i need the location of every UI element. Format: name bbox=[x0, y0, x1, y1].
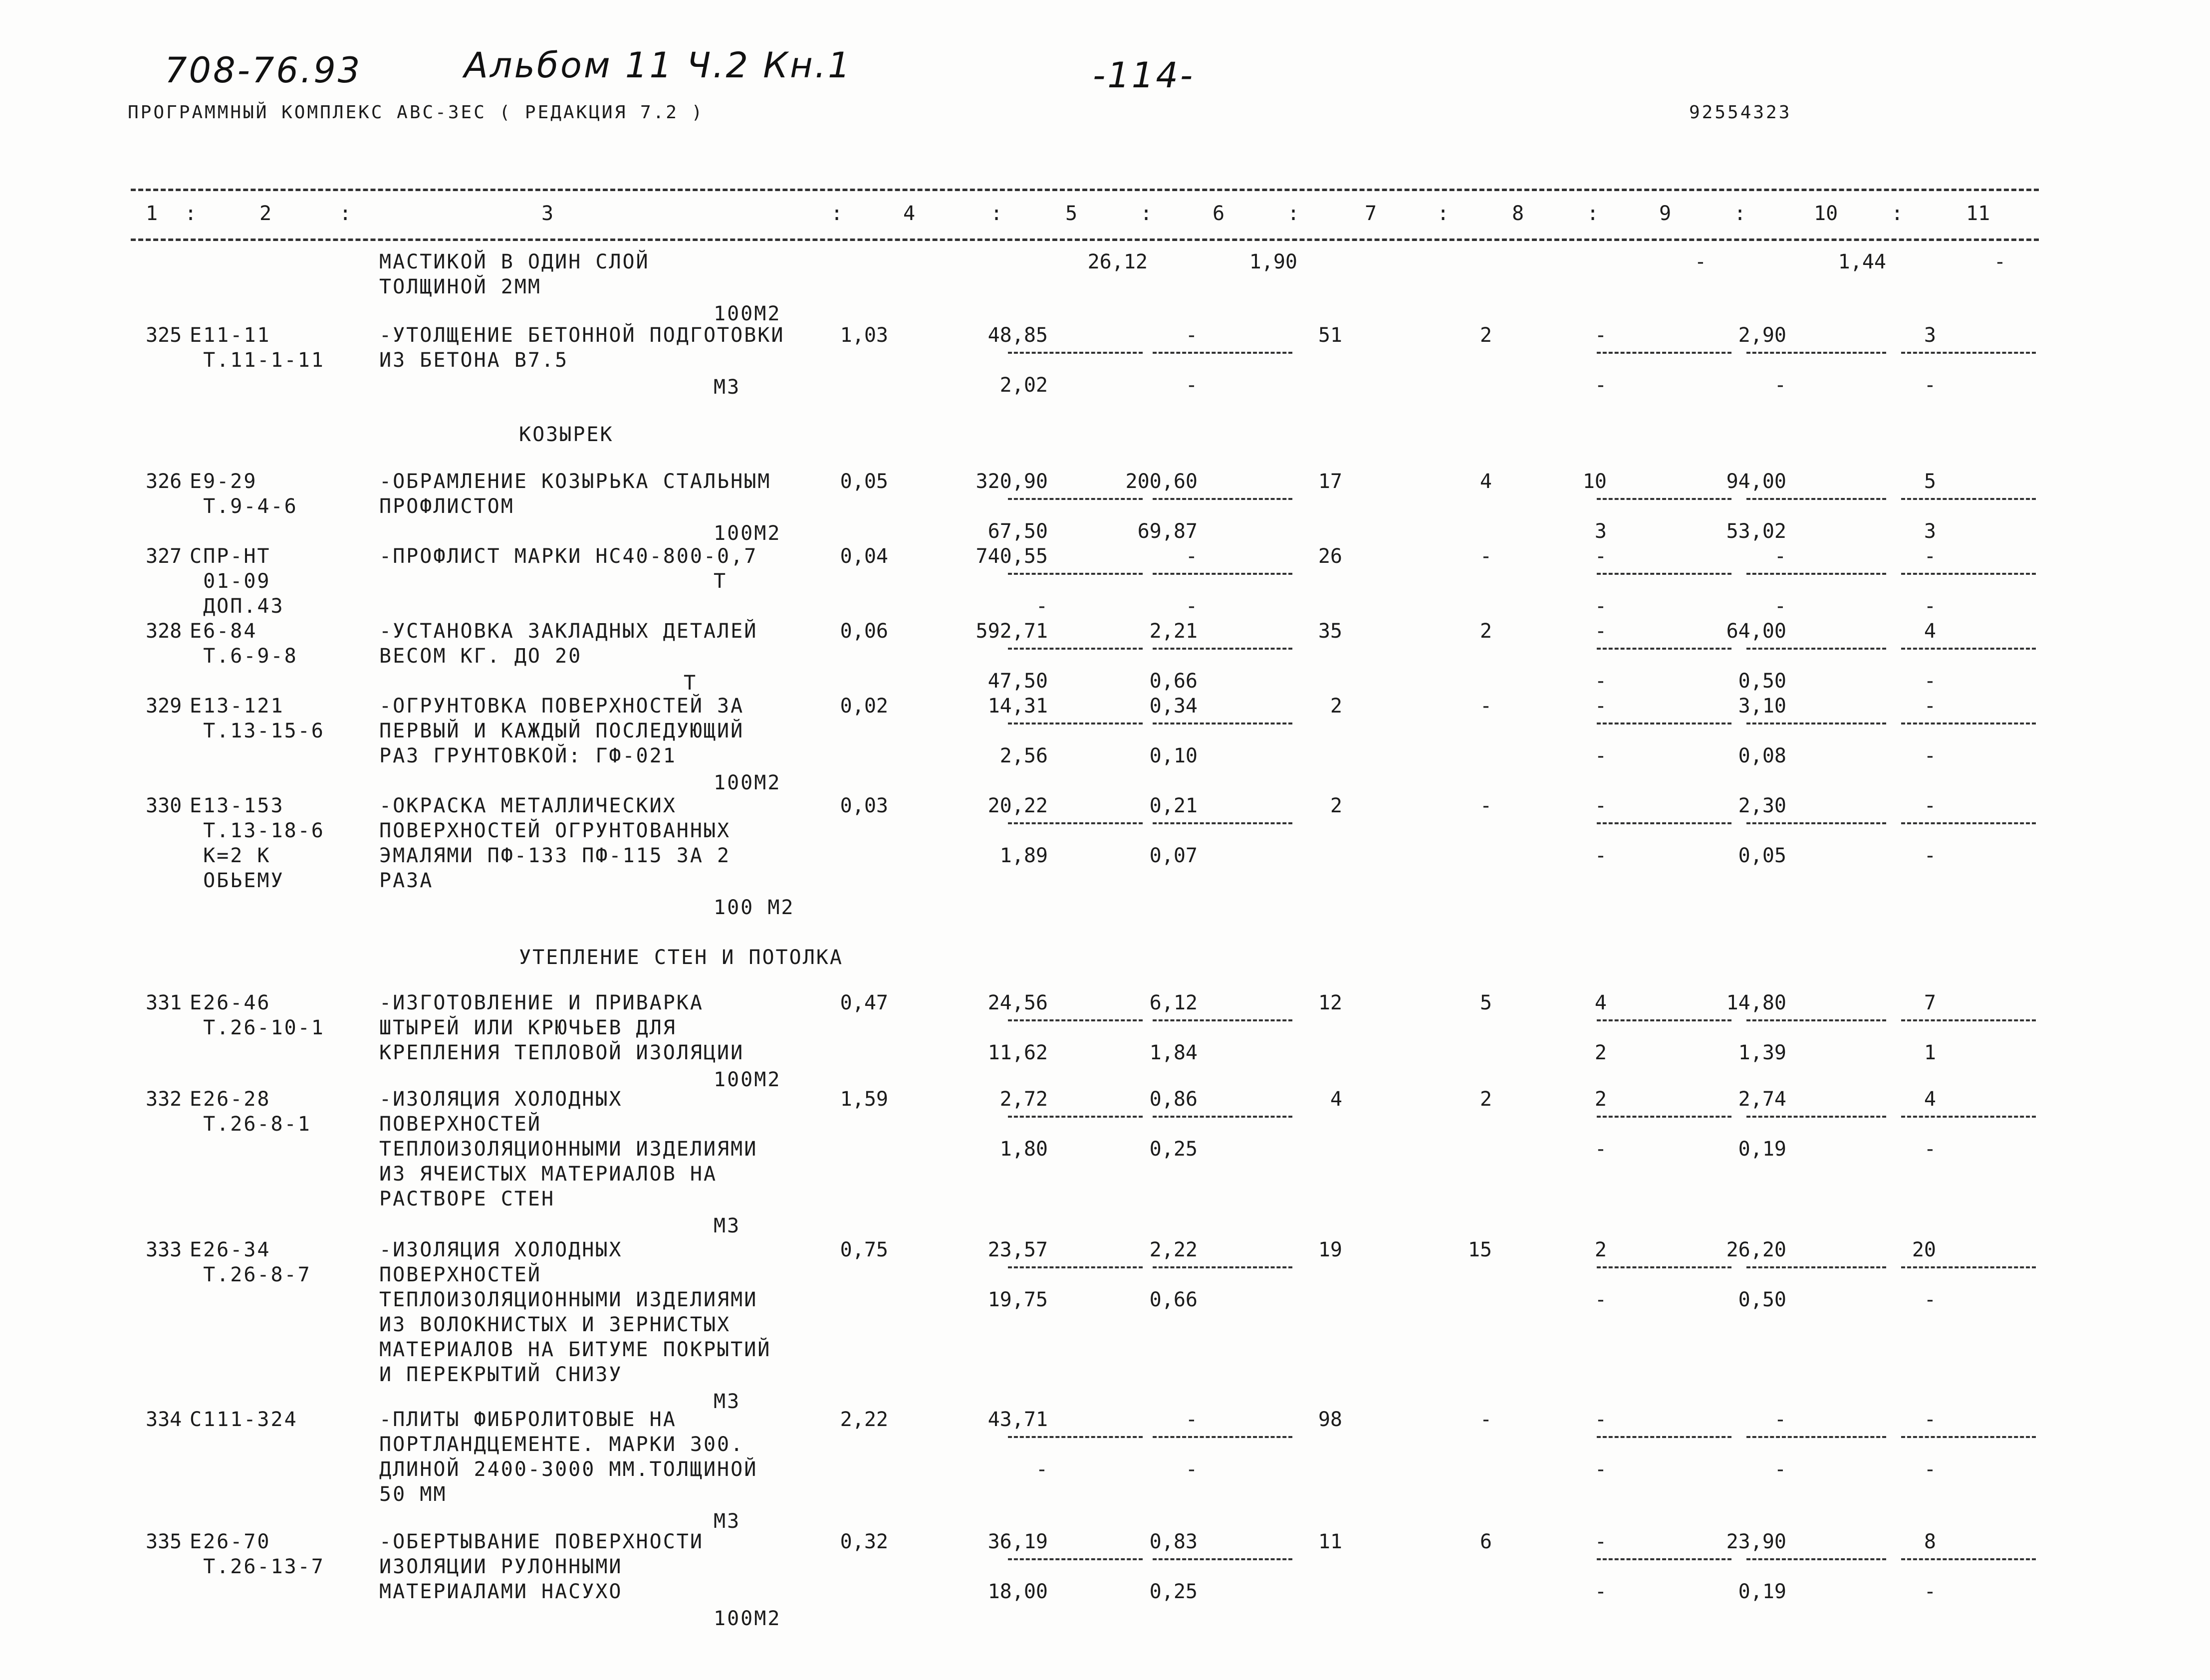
cell-c4: 2,22 bbox=[840, 1408, 888, 1431]
cell-c7: 26 bbox=[1318, 545, 1342, 568]
cell-c10b: - bbox=[1774, 595, 1786, 618]
cell-c6a: 6,12 bbox=[1149, 991, 1198, 1014]
cell-c4: 0,47 bbox=[840, 991, 888, 1014]
cell-c6a: - bbox=[1185, 324, 1198, 347]
value-divider bbox=[1901, 573, 2036, 575]
column-separator: : bbox=[339, 202, 352, 225]
cell-c10a: 94,00 bbox=[1726, 470, 1786, 493]
cell-c11a: - bbox=[1924, 794, 1936, 817]
cell-c5a: 14,31 bbox=[987, 695, 1048, 718]
cell-c5a: 43,71 bbox=[987, 1408, 1048, 1431]
row-number: 332 bbox=[146, 1088, 182, 1111]
section-heading-kozyrek: КОЗЫРЕК bbox=[519, 423, 614, 446]
row-number: 328 bbox=[146, 620, 182, 643]
row-description: -УСТАНОВКА ЗАКЛАДНЫХ ДЕТАЛЕЙ ВЕСОМ КГ. ДО 20 bbox=[379, 620, 758, 668]
cell-c6a: 2,22 bbox=[1149, 1238, 1198, 1261]
row-number: 330 bbox=[146, 794, 182, 817]
value-divider bbox=[1153, 1436, 1292, 1438]
cell-c10b: 0,19 bbox=[1738, 1138, 1786, 1161]
row-code: Е26-46 Т.26-10-1 bbox=[190, 991, 325, 1039]
value-divider bbox=[1901, 352, 2036, 354]
cell-c8: 4 bbox=[1479, 470, 1492, 493]
cell-c11a: 8 bbox=[1924, 1530, 1936, 1553]
cell-c8: 15 bbox=[1468, 1238, 1492, 1261]
cell-c4: 1,03 bbox=[840, 324, 888, 347]
column-separator: : bbox=[1437, 202, 1450, 225]
cell-c6b: 0,07 bbox=[1149, 844, 1198, 867]
value-divider bbox=[1597, 1266, 1731, 1268]
value-divider bbox=[1153, 722, 1292, 724]
handwritten-page-number: -114- bbox=[1093, 55, 1195, 96]
value-divider bbox=[1746, 648, 1886, 650]
value-divider bbox=[1153, 822, 1292, 824]
cell-c9a: - bbox=[1594, 324, 1607, 347]
row-code: Е26-34 Т.26-8-7 bbox=[190, 1238, 311, 1286]
continued-row-unit: 100М2 bbox=[714, 302, 781, 325]
value-divider bbox=[1153, 1266, 1292, 1268]
value-divider bbox=[1746, 822, 1886, 824]
row-code: Е9-29 Т.9-4-6 bbox=[190, 470, 298, 518]
value-divider bbox=[1008, 352, 1143, 354]
cell-c10b: 53,02 bbox=[1726, 520, 1786, 543]
row-unit: 100М2 bbox=[714, 1068, 781, 1091]
cell-c8: - bbox=[1479, 794, 1492, 817]
cell-c5a: 592,71 bbox=[976, 620, 1048, 643]
cell-c10b: - bbox=[1774, 374, 1786, 397]
cell-c7: 12 bbox=[1318, 991, 1342, 1014]
value-divider bbox=[1008, 1266, 1143, 1268]
value-divider bbox=[1008, 648, 1143, 650]
cell-c9a: - bbox=[1594, 794, 1607, 817]
cell-c11b: - bbox=[1924, 844, 1936, 867]
cell-c6b: 0,25 bbox=[1149, 1580, 1198, 1603]
value-divider bbox=[1901, 822, 2036, 824]
column-header-10: 10 bbox=[1814, 202, 1838, 225]
value-divider bbox=[1153, 1116, 1292, 1118]
column-separator: : bbox=[831, 202, 843, 225]
cell-c5b: 2,56 bbox=[999, 744, 1048, 767]
cell-c5a: 36,19 bbox=[987, 1530, 1048, 1553]
value-divider bbox=[1746, 352, 1886, 354]
row-code: С111-324 bbox=[190, 1408, 298, 1431]
document-number: 92554323 bbox=[1689, 102, 1792, 123]
cell-c6b: 0,25 bbox=[1149, 1138, 1198, 1161]
value-divider bbox=[1008, 498, 1143, 500]
cell-c4: 0,75 bbox=[840, 1238, 888, 1261]
value-divider bbox=[1597, 1116, 1731, 1118]
cell-c5b: 19,75 bbox=[987, 1288, 1048, 1311]
cell-c8: 2 bbox=[1479, 1088, 1492, 1111]
cell-c5b: 11,62 bbox=[987, 1041, 1048, 1064]
row-description: -ИЗОЛЯЦИЯ ХОЛОДНЫХ ПОВЕРХНОСТЕЙ ТЕПЛОИЗОЛЯЦИОННЫМИ ИЗДЕЛИЯМИ ИЗ ЯЧЕИСТЫХ МАТЕРИАЛОВ НА РАСТВОРЕ СТЕН bbox=[379, 1088, 758, 1210]
column-header-2: 2 bbox=[259, 202, 272, 225]
column-header-1: 1 bbox=[146, 202, 158, 225]
cell-c9b: - bbox=[1594, 1458, 1607, 1481]
value-divider bbox=[1008, 1116, 1143, 1118]
cell-c10b: 0,50 bbox=[1738, 670, 1786, 693]
cell-c10b: 1,39 bbox=[1738, 1041, 1786, 1064]
cell-c4: 1,59 bbox=[840, 1088, 888, 1111]
value-divider bbox=[1153, 352, 1292, 354]
value-divider bbox=[1153, 1019, 1292, 1021]
cell-c10a: 2,74 bbox=[1738, 1088, 1786, 1111]
value-divider bbox=[1597, 722, 1731, 724]
cell-c7: 2 bbox=[1330, 695, 1342, 718]
cell-c9a: - bbox=[1594, 695, 1607, 718]
value-divider bbox=[1153, 498, 1292, 500]
cell-c4: 0,02 bbox=[840, 695, 888, 718]
row-description: -ИЗОЛЯЦИЯ ХОЛОДНЫХ ПОВЕРХНОСТЕЙ ТЕПЛОИЗОЛЯЦИОННЫМИ ИЗДЕЛИЯМИ ИЗ ВОЛОКНИСТЫХ И ЗЕРНИСТЫХ МАТЕРИАЛОВ НА БИТУМЕ ПОКРЫТИЙ И ПЕРЕКРЫТИЙ СНИЗУ bbox=[379, 1238, 771, 1386]
cell-c11b: - bbox=[1924, 1580, 1936, 1603]
cell-c5a: 48,85 bbox=[987, 324, 1048, 347]
value-divider bbox=[1008, 573, 1143, 575]
cell-c11a: - bbox=[1924, 1408, 1936, 1431]
row-number: 335 bbox=[146, 1530, 182, 1553]
continued-col5: 26,12 bbox=[1087, 250, 1148, 273]
cell-c11b: - bbox=[1924, 744, 1936, 767]
cell-c6b: 69,87 bbox=[1137, 520, 1198, 543]
cell-c6b: 0,66 bbox=[1149, 1288, 1198, 1311]
cell-c9a: 4 bbox=[1594, 991, 1607, 1014]
row-description: -ОБРАМЛЕНИЕ КОЗЫРЬКА СТАЛЬНЫМ ПРОФЛИСТОМ bbox=[379, 470, 771, 518]
cell-c10a: 2,90 bbox=[1738, 324, 1786, 347]
column-separator: : bbox=[1287, 202, 1300, 225]
value-divider bbox=[1746, 1116, 1886, 1118]
cell-c7: 19 bbox=[1318, 1238, 1342, 1261]
cell-c7: 11 bbox=[1318, 1530, 1342, 1553]
value-divider bbox=[1153, 573, 1292, 575]
handwritten-code: 708-76.93 bbox=[165, 50, 362, 91]
value-divider bbox=[1746, 1436, 1886, 1438]
cell-c10a: 23,90 bbox=[1726, 1530, 1786, 1553]
cell-c5b: 47,50 bbox=[987, 670, 1048, 693]
cell-c11b: - bbox=[1924, 1138, 1936, 1161]
cell-c8: 5 bbox=[1479, 991, 1492, 1014]
value-divider bbox=[1153, 648, 1292, 650]
cell-c6a: - bbox=[1185, 1408, 1198, 1431]
cell-c10b: 0,50 bbox=[1738, 1288, 1786, 1311]
cell-c5a: 20,22 bbox=[987, 794, 1048, 817]
value-divider bbox=[1901, 1019, 2036, 1021]
cell-c7: 17 bbox=[1318, 470, 1342, 493]
row-code: Е26-28 Т.26-8-1 bbox=[190, 1088, 311, 1136]
cell-c4: 0,05 bbox=[840, 470, 888, 493]
cell-c10a: 26,20 bbox=[1726, 1238, 1786, 1261]
table-top-rule bbox=[131, 189, 2039, 191]
row-unit: 100М2 bbox=[714, 522, 781, 545]
cell-c11a: 7 bbox=[1924, 991, 1936, 1014]
cell-c9b: - bbox=[1594, 1138, 1607, 1161]
row-unit: М3 bbox=[714, 1510, 741, 1533]
row-number: 329 bbox=[146, 695, 182, 718]
program-line: ПРОГРАММНЫЙ КОМПЛЕКС АВС-ЗЕС ( РЕДАКЦИЯ 7.2 ) bbox=[128, 102, 705, 123]
cell-c4: 0,03 bbox=[840, 794, 888, 817]
handwritten-album: Альбом 11 Ч.2 Кн.1 bbox=[464, 45, 852, 86]
cell-c9a: - bbox=[1594, 1408, 1607, 1431]
value-divider bbox=[1008, 1019, 1143, 1021]
value-divider bbox=[1901, 1116, 2036, 1118]
column-separator: : bbox=[1140, 202, 1153, 225]
row-code: Е11-11 Т.11-1-11 bbox=[190, 324, 325, 372]
cell-c6b: - bbox=[1185, 374, 1198, 397]
cell-c8: 6 bbox=[1479, 1530, 1492, 1553]
row-number: 326 bbox=[146, 470, 182, 493]
continued-col11: - bbox=[1993, 250, 2006, 273]
cell-c6b: - bbox=[1185, 1458, 1198, 1481]
column-separator: : bbox=[185, 202, 197, 225]
column-header-6: 6 bbox=[1213, 202, 1225, 225]
cell-c10a: - bbox=[1774, 1408, 1786, 1431]
row-number: 333 bbox=[146, 1238, 182, 1261]
cell-c9a: 2 bbox=[1594, 1088, 1607, 1111]
cell-c6b: - bbox=[1185, 595, 1198, 618]
value-divider bbox=[1597, 1019, 1731, 1021]
cell-c10b: - bbox=[1774, 1458, 1786, 1481]
cell-c9b: - bbox=[1594, 844, 1607, 867]
column-header-8: 8 bbox=[1512, 202, 1524, 225]
cell-c11a: 3 bbox=[1924, 324, 1936, 347]
cell-c6b: 0,66 bbox=[1149, 670, 1198, 693]
row-description: -ПРОФЛИСТ МАРКИ НС40-800-0,7 bbox=[379, 545, 758, 568]
row-unit: М3 bbox=[714, 1390, 741, 1413]
value-divider bbox=[1008, 822, 1143, 824]
cell-c4: 0,06 bbox=[840, 620, 888, 643]
cell-c10b: 0,05 bbox=[1738, 844, 1786, 867]
value-divider bbox=[1746, 1266, 1886, 1268]
cell-c5a: 24,56 bbox=[987, 991, 1048, 1014]
value-divider bbox=[1746, 498, 1886, 500]
section-heading-uteplenie: УТЕПЛЕНИЕ СТЕН И ПОТОЛКА bbox=[519, 946, 843, 969]
continued-col9: - bbox=[1694, 250, 1707, 273]
cell-c9b: - bbox=[1594, 374, 1607, 397]
cell-c6a: 0,34 bbox=[1149, 695, 1198, 718]
row-unit: Т bbox=[684, 672, 698, 695]
cell-c7: 2 bbox=[1330, 794, 1342, 817]
row-code: Е13-121 Т.13-15-6 bbox=[190, 695, 325, 742]
cell-c11a: 4 bbox=[1924, 1088, 1936, 1111]
column-header-7: 7 bbox=[1365, 202, 1377, 225]
cell-c4: 0,04 bbox=[840, 545, 888, 568]
column-header-4: 4 bbox=[903, 202, 916, 225]
value-divider bbox=[1901, 1266, 2036, 1268]
cell-c11a: - bbox=[1924, 695, 1936, 718]
row-description: -ОКРАСКА МЕТАЛЛИЧЕСКИХ ПОВЕРХНОСТЕЙ ОГРУНТОВАННЫХ ЭМАЛЯМИ ПФ-133 ПФ-115 ЗА 2 РАЗА bbox=[379, 794, 731, 892]
cell-c11b: 3 bbox=[1924, 520, 1936, 543]
value-divider bbox=[1597, 648, 1731, 650]
cell-c7: 98 bbox=[1318, 1408, 1342, 1431]
row-code: Е26-70 Т.26-13-7 bbox=[190, 1530, 325, 1578]
column-separator: : bbox=[1734, 202, 1746, 225]
row-code: Е6-84 Т.6-9-8 bbox=[190, 620, 298, 668]
cell-c10b: 0,19 bbox=[1738, 1580, 1786, 1603]
value-divider bbox=[1746, 1019, 1886, 1021]
cell-c11b: - bbox=[1924, 374, 1936, 397]
cell-c7: 51 bbox=[1318, 324, 1342, 347]
cell-c9b: 3 bbox=[1594, 520, 1607, 543]
cell-c6a: 0,83 bbox=[1149, 1530, 1198, 1553]
value-divider bbox=[1901, 722, 2036, 724]
cell-c11b: - bbox=[1924, 1288, 1936, 1311]
column-separator: : bbox=[1587, 202, 1599, 225]
cell-c6a: 0,21 bbox=[1149, 794, 1198, 817]
cell-c6a: 2,21 bbox=[1149, 620, 1198, 643]
cell-c11a: 4 bbox=[1924, 620, 1936, 643]
cell-c9b: - bbox=[1594, 744, 1607, 767]
cell-c6a: 200,60 bbox=[1125, 470, 1198, 493]
cell-c6a: 0,86 bbox=[1149, 1088, 1198, 1111]
cell-c10a: 2,30 bbox=[1738, 794, 1786, 817]
cell-c10a: 64,00 bbox=[1726, 620, 1786, 643]
cell-c9a: - bbox=[1594, 620, 1607, 643]
value-divider bbox=[1597, 1436, 1731, 1438]
value-divider bbox=[1746, 722, 1886, 724]
row-unit: М3 bbox=[714, 376, 741, 399]
cell-c6a: - bbox=[1185, 545, 1198, 568]
cell-c5b: 1,89 bbox=[999, 844, 1048, 867]
cell-c10a: 3,10 bbox=[1738, 695, 1786, 718]
value-divider bbox=[1597, 498, 1731, 500]
cell-c8: - bbox=[1479, 1408, 1492, 1431]
cell-c11b: - bbox=[1924, 595, 1936, 618]
row-description: -УТОЛЩЕНИЕ БЕТОННОЙ ПОДГОТОВКИ ИЗ БЕТОНА В7.5 bbox=[379, 324, 785, 372]
value-divider bbox=[1901, 498, 2036, 500]
row-description: -ОГРУНТОВКА ПОВЕРХНОСТЕЙ ЗА ПЕРВЫЙ И КАЖДЫЙ ПОСЛЕДУЮЩИЙ РАЗ ГРУНТОВКОЙ: ГФ-021 bbox=[379, 695, 744, 767]
value-divider bbox=[1597, 573, 1731, 575]
value-divider bbox=[1597, 822, 1731, 824]
cell-c9a: 10 bbox=[1582, 470, 1607, 493]
cell-c7: 4 bbox=[1330, 1088, 1342, 1111]
value-divider bbox=[1008, 1558, 1143, 1560]
cell-c9b: - bbox=[1594, 1580, 1607, 1603]
cell-c9b: - bbox=[1594, 670, 1607, 693]
row-number: 327 bbox=[146, 545, 182, 568]
value-divider bbox=[1153, 1558, 1292, 1560]
cell-c5b: 2,02 bbox=[999, 374, 1048, 397]
row-description: -ОБЕРТЫВАНИЕ ПОВЕРХНОСТИ ИЗОЛЯЦИИ РУЛОННЫМИ МАТЕРИАЛАМИ НАСУХО bbox=[379, 1530, 704, 1603]
value-divider bbox=[1008, 1436, 1143, 1438]
cell-c5b: - bbox=[1035, 1458, 1048, 1481]
row-unit: 100М2 bbox=[714, 1607, 781, 1630]
cell-c8: - bbox=[1479, 545, 1492, 568]
cell-c11b: - bbox=[1924, 670, 1936, 693]
cell-c5b: - bbox=[1035, 595, 1048, 618]
cell-c5a: 23,57 bbox=[987, 1238, 1048, 1261]
cell-c6b: 0,10 bbox=[1149, 744, 1198, 767]
row-unit: М3 bbox=[714, 1214, 741, 1237]
cell-c5a: 2,72 bbox=[999, 1088, 1048, 1111]
cell-c5a: 320,90 bbox=[976, 470, 1048, 493]
value-divider bbox=[1008, 722, 1143, 724]
value-divider bbox=[1597, 1558, 1731, 1560]
cell-c10b: 0,08 bbox=[1738, 744, 1786, 767]
row-code: СПР-НТ 01-09 ДОП.43 bbox=[190, 545, 284, 618]
continued-col10: 1,44 bbox=[1838, 250, 1886, 273]
cell-c11b: - bbox=[1924, 1458, 1936, 1481]
value-divider bbox=[1901, 1558, 2036, 1560]
cell-c10a: - bbox=[1774, 545, 1786, 568]
cell-c8: 2 bbox=[1479, 620, 1492, 643]
cell-c9a: - bbox=[1594, 545, 1607, 568]
row-unit: 100М2 bbox=[714, 771, 781, 794]
cell-c5b: 1,80 bbox=[999, 1138, 1048, 1161]
value-divider bbox=[1746, 573, 1886, 575]
cell-c9a: 2 bbox=[1594, 1238, 1607, 1261]
column-header-5: 5 bbox=[1065, 202, 1078, 225]
row-description: -ИЗГОТОВЛЕНИЕ И ПРИВАРКА ШТЫРЕЙ ИЛИ КРЮЧЬЕВ ДЛЯ КРЕПЛЕНИЯ ТЕПЛОВОЙ ИЗОЛЯЦИИ bbox=[379, 991, 744, 1064]
value-divider bbox=[1901, 648, 2036, 650]
cell-c8: 2 bbox=[1479, 324, 1492, 347]
column-header-9: 9 bbox=[1659, 202, 1672, 225]
cell-c8: - bbox=[1479, 695, 1492, 718]
cell-c9b: - bbox=[1594, 1288, 1607, 1311]
cell-c5a: 740,55 bbox=[976, 545, 1048, 568]
cell-c11a: - bbox=[1924, 545, 1936, 568]
cell-c5b: 18,00 bbox=[987, 1580, 1048, 1603]
row-description: -ПЛИТЫ ФИБРОЛИТОВЫЕ НА ПОРТЛАНДЦЕМЕНТЕ. МАРКИ 300. ДЛИНОЙ 2400-3000 ММ.ТОЛЩИНОЙ 50 ММ bbox=[379, 1408, 758, 1506]
column-header-11: 11 bbox=[1966, 202, 1990, 225]
row-number: 334 bbox=[146, 1408, 182, 1431]
cell-c7: 35 bbox=[1318, 620, 1342, 643]
cell-c9b: - bbox=[1594, 595, 1607, 618]
table-head-rule bbox=[131, 239, 2039, 241]
row-number: 325 bbox=[146, 324, 182, 347]
cell-c5b: 67,50 bbox=[987, 520, 1048, 543]
cell-c10a: 14,80 bbox=[1726, 991, 1786, 1014]
value-divider bbox=[1901, 1436, 2036, 1438]
column-header-3: 3 bbox=[541, 202, 554, 225]
cell-c9a: - bbox=[1594, 1530, 1607, 1553]
row-number: 331 bbox=[146, 991, 182, 1014]
column-separator: : bbox=[990, 202, 1003, 225]
continued-row-description: МАСТИКОЙ В ОДИН СЛОЙ ТОЛЩИНОЙ 2ММ bbox=[379, 250, 650, 298]
row-unit: Т bbox=[714, 570, 728, 593]
cell-c9b: 2 bbox=[1594, 1041, 1607, 1064]
cell-c4: 0,32 bbox=[840, 1530, 888, 1553]
cell-c6b: 1,84 bbox=[1149, 1041, 1198, 1064]
value-divider bbox=[1746, 1558, 1886, 1560]
cell-c11a: 20 bbox=[1912, 1238, 1936, 1261]
value-divider bbox=[1597, 352, 1731, 354]
continued-col6: 1,90 bbox=[1249, 250, 1297, 273]
row-code: Е13-153 Т.13-18-6 К=2 К ОБЬЕМУ bbox=[190, 794, 325, 892]
column-separator: : bbox=[1891, 202, 1904, 225]
cell-c11a: 5 bbox=[1924, 470, 1936, 493]
row-unit: 100 М2 bbox=[714, 896, 795, 919]
cell-c11b: 1 bbox=[1924, 1041, 1936, 1064]
